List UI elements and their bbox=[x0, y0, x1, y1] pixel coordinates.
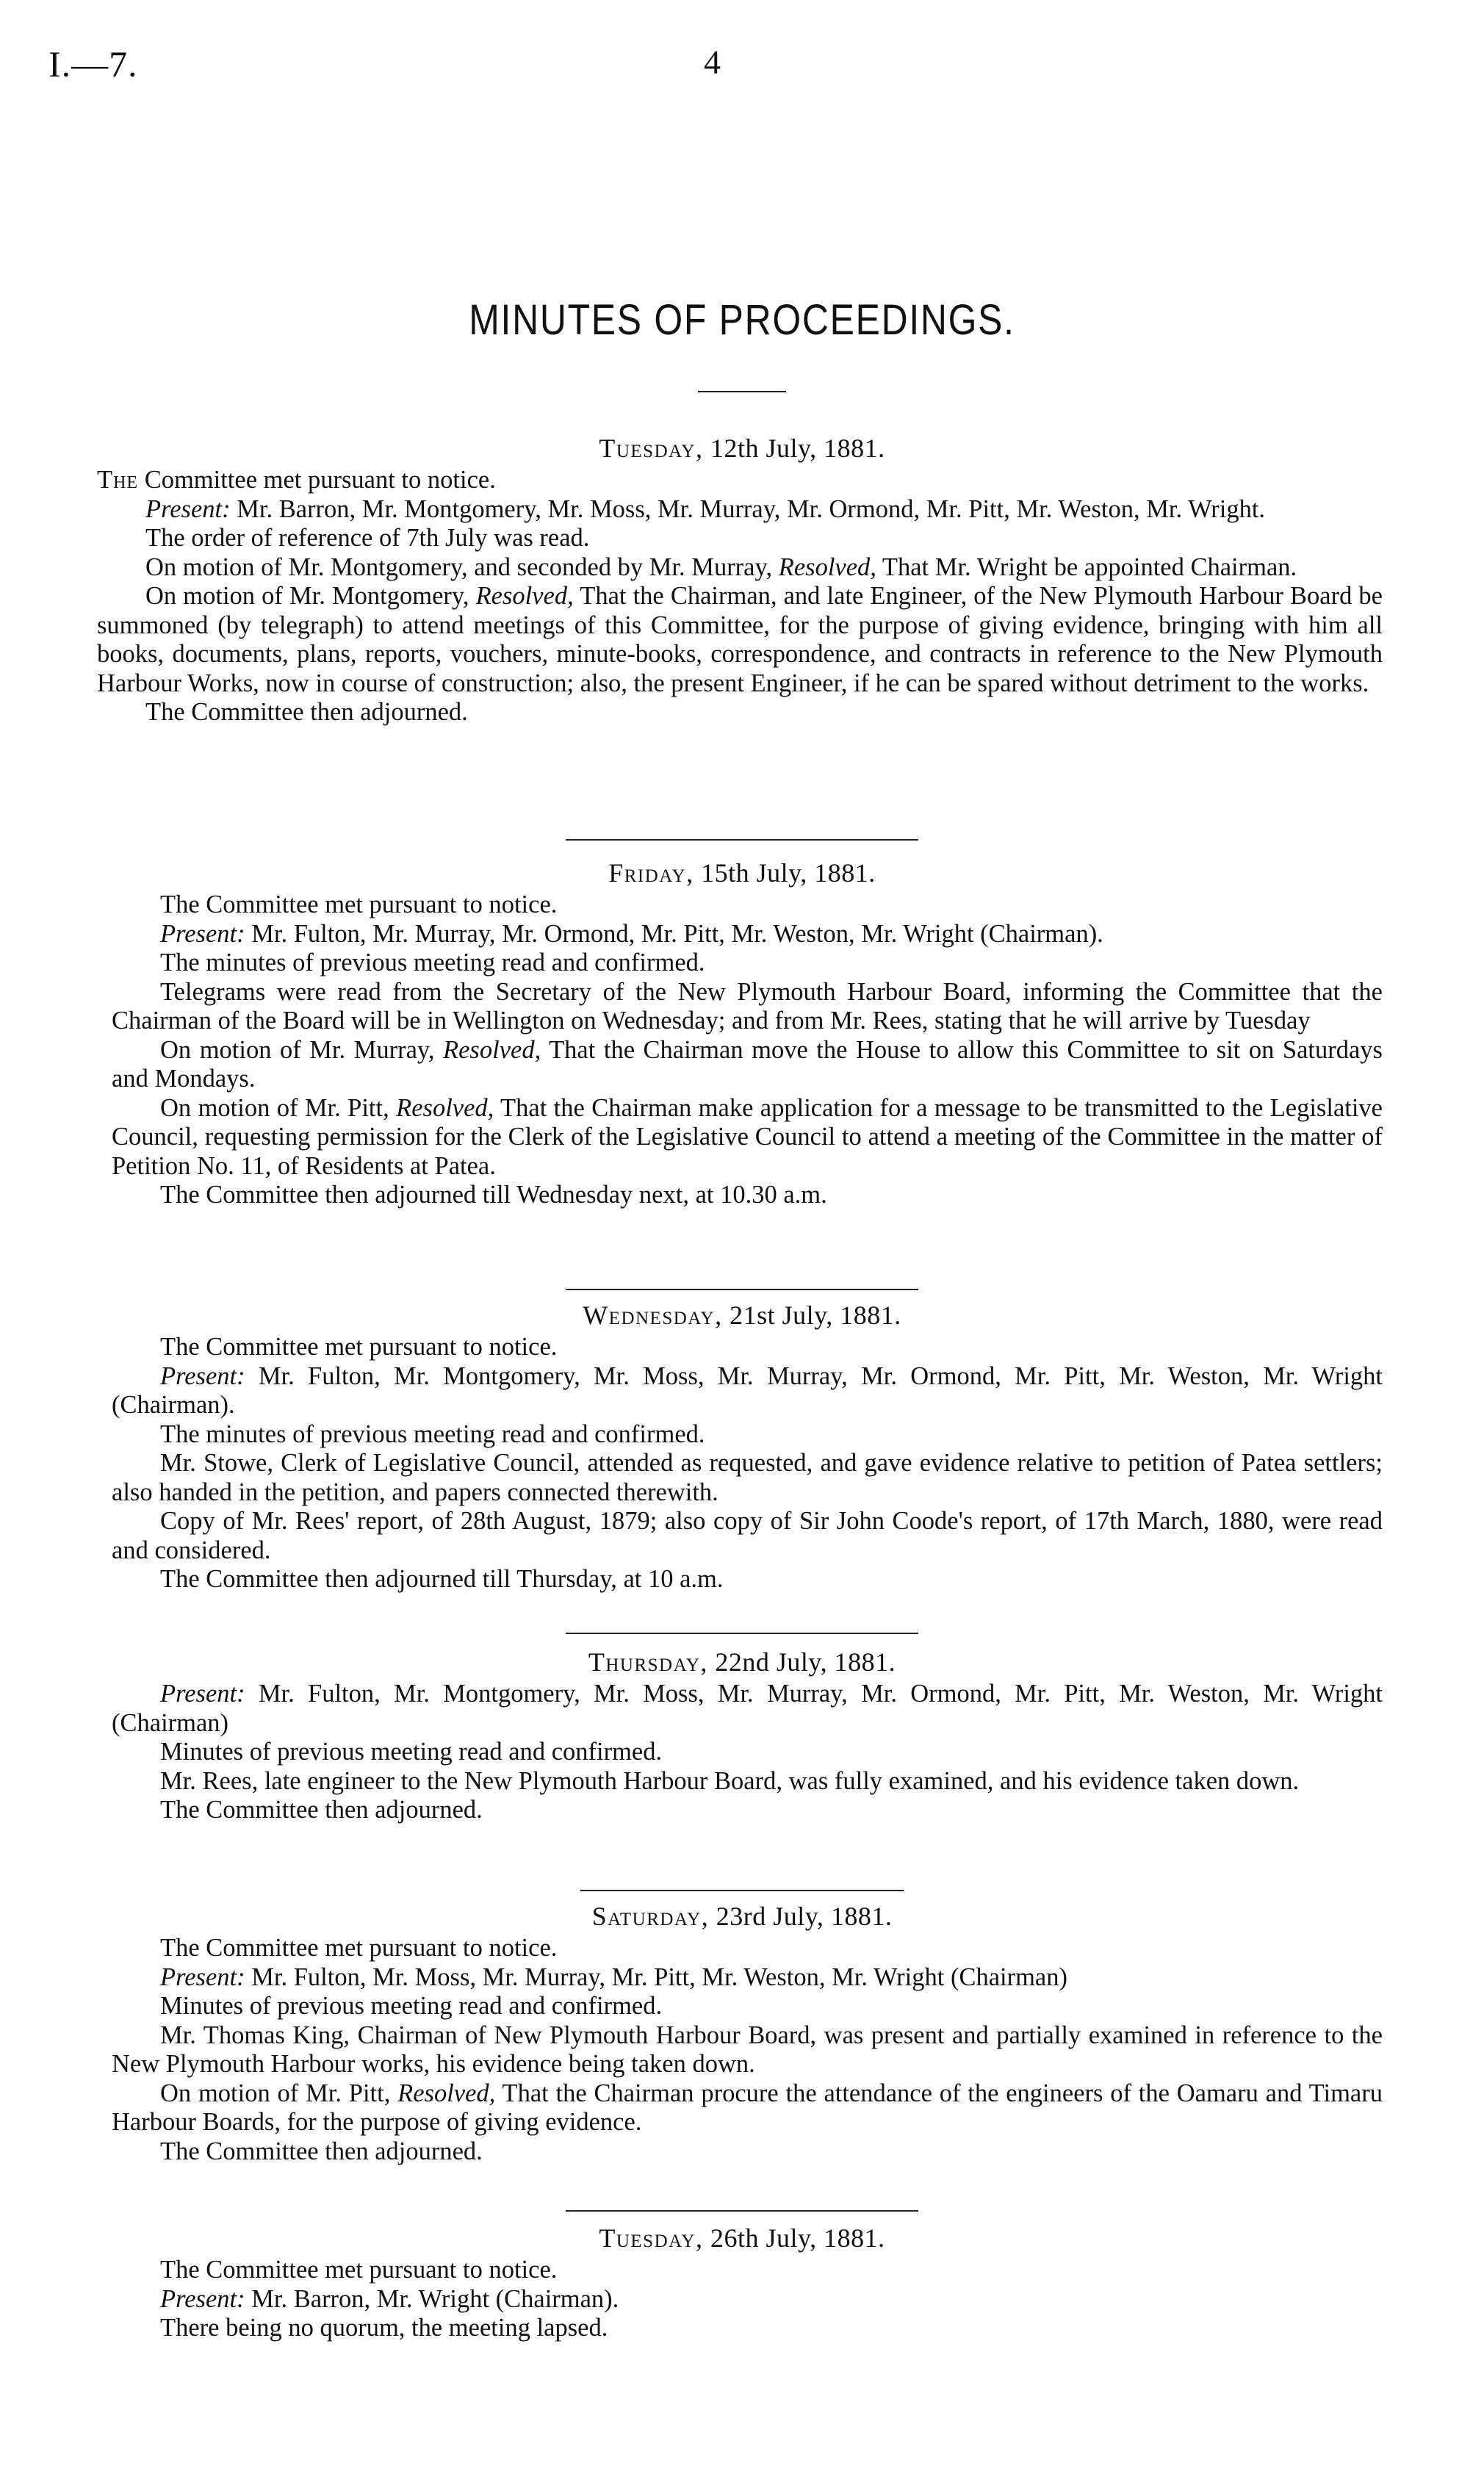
minute-paragraph: Minutes of previous meeting read and confirmed. bbox=[160, 1992, 663, 2020]
minute-paragraph: Copy of Mr. Rees' report, of 28th August, 1879; also copy of Sir John Coode's report, of 17th March, 1880, were read and considered. bbox=[112, 1507, 1383, 1564]
minute-paragraph: There being no quorum, the meeting lapsed. bbox=[160, 2314, 608, 2342]
adjournment-paragraph: The Committee then adjourned. bbox=[160, 2137, 483, 2165]
session-tuesday-26th bbox=[0, 2223, 1484, 2342]
minute-paragraph: Mr. Rees, late engineer to the New Plymouth Harbour Board, was fully examined, and his evidence taken down. bbox=[160, 1766, 1300, 1795]
session-friday-15th bbox=[0, 858, 1484, 1209]
session-date-rest: 21st July, 1881. bbox=[730, 1301, 901, 1330]
motion-paragraph: On motion of Mr. Pitt, Resolved, That the Chairman procure the attendance of the engineers of the Oamaru and Timaru Harbour Boards, for the purpose of giving evidence. bbox=[112, 2079, 1383, 2136]
page-number: 4 bbox=[704, 43, 721, 81]
present-paragraph: Present: Mr. Fulton, Mr. Montgomery, Mr. Moss, Mr. Murray, Mr. Ormond, Mr. Pitt, Mr. Weston, Mr. Wright (Chairman) bbox=[112, 1680, 1383, 1737]
session-date bbox=[0, 1301, 1484, 1330]
present-paragraph: Present: Mr. Barron, Mr. Montgomery, Mr. Moss, Mr. Murray, Mr. Ormond, Mr. Pitt, Mr. Weston, Mr. Wright. bbox=[145, 494, 1266, 523]
minute-paragraph: Mr. Thomas King, Chairman of New Plymouth Harbour Board, was present and partially examined in reference to the New Plymouth Harbour works, his evidence being taken down. bbox=[112, 2021, 1383, 2078]
minute-paragraph: Mr. Stowe, Clerk of Legislative Council, attended as requested, and gave evidence relative to petition of Patea settlers; also handed in the petition, and papers connected therewith. bbox=[112, 1449, 1383, 1506]
section-divider bbox=[566, 2210, 918, 2212]
present-paragraph: Present: Mr. Fulton, Mr. Murray, Mr. Ormond, Mr. Pitt, Mr. Weston, Mr. Wright (Chairman). bbox=[160, 919, 1103, 948]
motion-paragraph: On motion of Mr. Murray, Resolved, That the Chairman move the House to allow this Committee to sit on Saturdays and Mondays. bbox=[112, 1035, 1383, 1093]
session-date-rest: 26th July, 1881. bbox=[710, 2223, 885, 2253]
title-divider bbox=[698, 391, 786, 392]
present-paragraph: Present: Mr. Fulton, Mr. Moss, Mr. Murray, Mr. Pitt, Mr. Weston, Mr. Wright (Chairman) bbox=[160, 1963, 1067, 1991]
minute-paragraph: The Committee met pursuant to notice. bbox=[160, 891, 558, 918]
session-day: Thursday, bbox=[588, 1647, 708, 1677]
minute-paragraph: Minutes of previous meeting read and confirmed. bbox=[160, 1738, 663, 1766]
session-date-rest: 12th July, 1881. bbox=[710, 434, 885, 463]
session-day: Saturday, bbox=[591, 1902, 710, 1931]
session-date-rest: 15th July, 1881. bbox=[701, 858, 876, 888]
session-date bbox=[0, 2223, 1484, 2253]
motion-paragraph: On motion of Mr. Montgomery, and seconded by Mr. Murray, Resolved, That Mr. Wright be appointed Chairman. bbox=[145, 553, 1297, 581]
session-day: Friday, bbox=[608, 858, 694, 888]
minute-paragraph: The minutes of previous meeting read and confirmed. bbox=[160, 1420, 705, 1448]
session-date bbox=[0, 858, 1484, 888]
section-divider bbox=[566, 1633, 918, 1634]
session-date-rest: 23rd July, 1881. bbox=[716, 1902, 893, 1931]
minute-paragraph: The Committee met pursuant to notice. bbox=[160, 1333, 558, 1361]
adjournment-paragraph: The Committee then adjourned till Wednesday next, at 10.30 a.m. bbox=[160, 1181, 827, 1209]
page-title: MINUTES OF PROCEEDINGS. bbox=[469, 296, 1015, 344]
session-date-rest: 22nd July, 1881. bbox=[715, 1647, 896, 1677]
section-divider bbox=[566, 839, 918, 841]
session-date bbox=[0, 1647, 1484, 1677]
session-thursday-22nd bbox=[0, 1647, 1484, 1824]
session-tuesday-12th bbox=[0, 434, 1484, 726]
minute-paragraph: The minutes of previous meeting read and confirmed. bbox=[160, 949, 705, 976]
minute-paragraph: The Committee met pursuant to notice. bbox=[97, 466, 496, 494]
motion-paragraph: On motion of Mr. Montgomery, Resolved, That the Chairman, and late Engineer, of the New Plymouth Harbour Board be summoned (by telegraph) to attend meetings of this Committee, for the purpose of giving evidence, bringing with him all books, documents, plans, reports, vouchers, minute-books, correspondence, and contracts in reference to the New Plymouth Harbour Works, now in course of construction; also, the present Engineer, if he can be spared without detriment to the works. bbox=[97, 582, 1383, 697]
minute-paragraph: The Committee met pursuant to notice. bbox=[160, 2256, 558, 2284]
motion-paragraph: On motion of Mr. Pitt, Resolved, That the Chairman make application for a message to be transmitted to the Legislative Council, requesting permission for the Clerk of the Legislative Council to attend a meeting of the Committee in the matter of Petition No. 11, of Residents at Patea. bbox=[112, 1093, 1383, 1180]
adjournment-paragraph: The Committee then adjourned. bbox=[145, 698, 468, 726]
session-wednesday-21st bbox=[0, 1301, 1484, 1593]
minute-paragraph: The order of reference of 7th July was read. bbox=[145, 524, 590, 552]
session-day: Wednesday, bbox=[583, 1301, 723, 1330]
present-paragraph: Present: Mr. Fulton, Mr. Montgomery, Mr. Moss, Mr. Murray, Mr. Ormond, Mr. Pitt, Mr. Weston, Mr. Wright (Chairman). bbox=[112, 1361, 1383, 1419]
adjournment-paragraph: The Committee then adjourned. bbox=[160, 1796, 483, 1824]
minute-paragraph: Telegrams were read from the Secretary of the New Plymouth Harbour Board, informing the Committee that the Chairman of the Board will be in Wellington on Wednesday; and from Mr. Rees, stating that he will arrive by Tuesday bbox=[112, 977, 1383, 1035]
paper-reference: I.—7. bbox=[48, 43, 138, 84]
session-day: Tuesday, bbox=[599, 2223, 704, 2253]
adjournment-paragraph: The Committee then adjourned till Thursday, at 10 a.m. bbox=[160, 1565, 724, 1593]
section-divider bbox=[580, 1890, 904, 1891]
minute-paragraph: The Committee met pursuant to notice. bbox=[160, 1934, 558, 1962]
session-date bbox=[0, 1902, 1484, 1931]
section-divider bbox=[566, 1289, 918, 1290]
session-day: Tuesday, bbox=[599, 434, 704, 463]
present-paragraph: Present: Mr. Barron, Mr. Wright (Chairman). bbox=[160, 2284, 619, 2313]
session-date bbox=[0, 434, 1484, 463]
session-saturday-23rd bbox=[0, 1902, 1484, 2165]
